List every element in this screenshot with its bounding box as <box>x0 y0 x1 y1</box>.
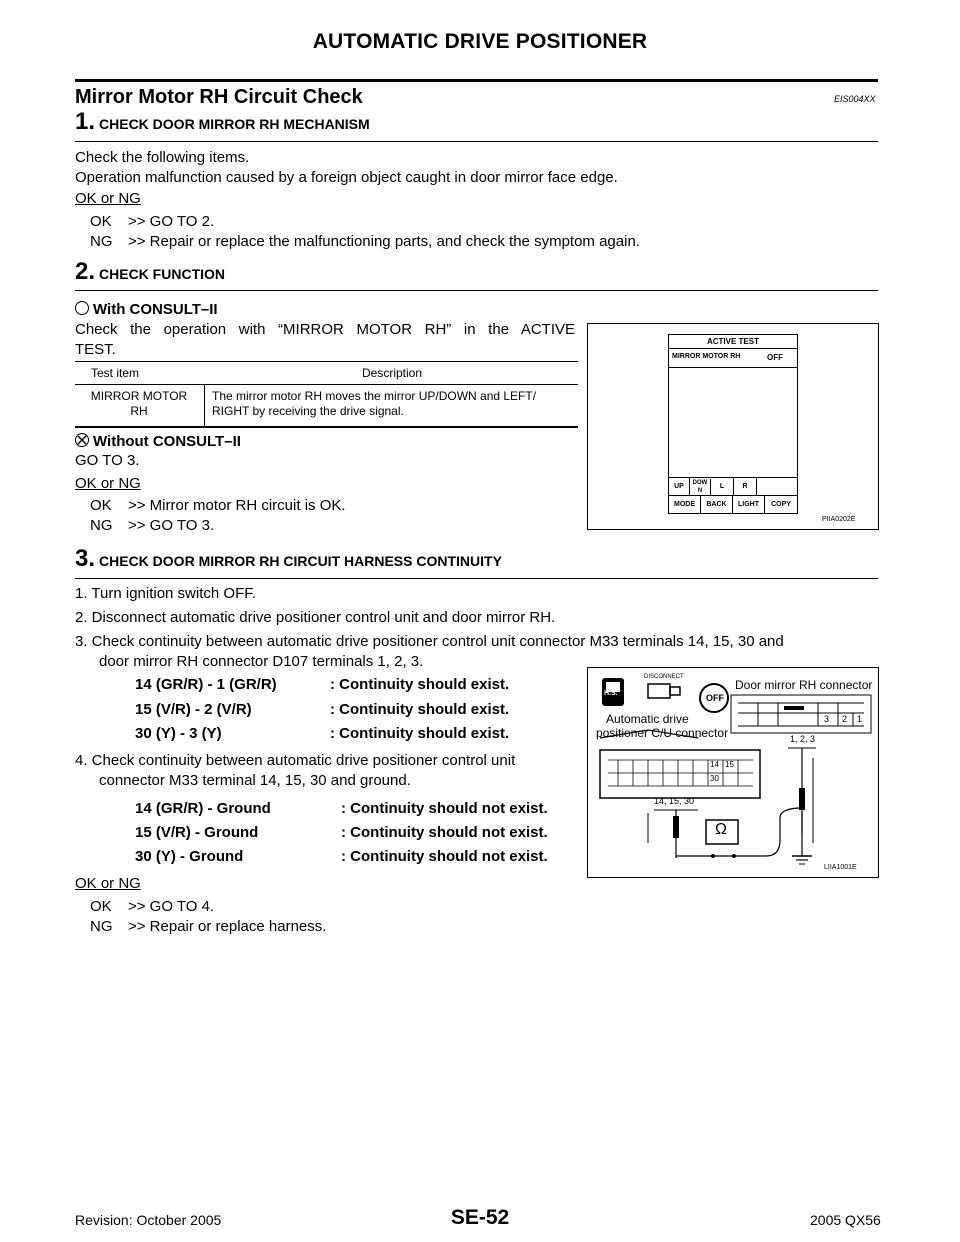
step-3-item-4-cont: connector M33 terminal 14, 15, 30 and ground. <box>99 772 411 789</box>
cont-1-a: 14 (GR/R) - 1 (GR/R) <box>135 676 277 693</box>
page-header-title: AUTOMATIC DRIVE POSITIONER <box>312 30 648 53</box>
btn-left[interactable]: L <box>711 478 734 496</box>
step-1-heading <box>75 108 370 136</box>
consult-screen <box>668 334 798 514</box>
table-bottom-rule <box>75 426 578 428</box>
btn-right[interactable]: R <box>734 478 757 496</box>
label-1-2-3: 1, 2, 3 <box>790 734 816 744</box>
step-2-title: CHECK FUNCTION <box>99 266 226 282</box>
button-row-2 <box>669 495 797 514</box>
step-3-item-3: 3. Check continuity between automatic drive positioner control unit connector M33 terminals 14, 15, 30 and <box>75 633 784 650</box>
step-1-result-ok: OK >> GO TO 2. <box>90 213 215 230</box>
auto-connector-label-2: positioner C/U connector <box>596 726 729 740</box>
label-14-15-30: 14, 15, 30 <box>654 796 695 806</box>
step-3-heading <box>75 545 502 573</box>
btn-up[interactable]: UP <box>669 478 690 496</box>
disconnect-label: DISCONNECT <box>644 674 684 680</box>
footer-page-number: SE-52 <box>450 1206 510 1229</box>
step-2-rule <box>75 290 878 291</box>
step-2-ok-ng: OK or NG <box>75 475 141 492</box>
active-test-item: MIRROR MOTOR RH <box>672 353 741 360</box>
table-header-rule <box>75 384 578 385</box>
step-3-item-4: 4. Check continuity between automatic drive positioner control unit <box>75 752 516 769</box>
table-cell-desc-1: The mirror motor RH moves the mirror UP/DOWN and LEFT/ <box>212 389 537 403</box>
no-consult-icon <box>75 433 89 447</box>
btn-back[interactable]: BACK <box>701 496 733 514</box>
table-header-desc: Description <box>362 366 423 380</box>
gnd-1-a: 14 (GR/R) - Ground <box>135 800 271 817</box>
btn-mode[interactable]: MODE <box>669 496 701 514</box>
figure-2-code: LIIA1001E <box>824 864 857 871</box>
section-title: Mirror Motor RH Circuit Check <box>75 86 363 108</box>
step-2-heading <box>75 258 225 286</box>
footer-revision: Revision: October 2005 <box>75 1212 222 1228</box>
active-test-figure <box>587 323 879 530</box>
table-cell-item-1: MIRROR MOTOR <box>90 389 188 403</box>
pin-3: 3 <box>824 714 830 724</box>
step-3-number: 3. <box>75 545 96 572</box>
pin-14: 14 <box>710 760 719 769</box>
active-test-item-row <box>669 349 797 368</box>
step-3-title: CHECK DOOR MIRROR RH CIRCUIT HARNESS CONTINUITY <box>99 553 502 569</box>
step-3-result-ng: NG >> Repair or replace harness. <box>90 918 327 935</box>
cont-2-b: : Continuity should exist. <box>330 701 510 718</box>
step-1-ok-ng: OK or NG <box>75 190 141 207</box>
continuity-diagram-svg <box>588 668 878 877</box>
active-test-heading: ACTIVE TEST <box>669 335 797 349</box>
step-2-result-ng: NG >> GO TO 3. <box>90 517 215 534</box>
with-consult-text-2: TEST. <box>75 341 116 358</box>
pin-30: 30 <box>710 774 719 783</box>
step-2-number: 2. <box>75 258 96 285</box>
without-consult-text: GO TO 3. <box>75 452 140 469</box>
btn-light[interactable]: LIGHT <box>733 496 765 514</box>
footer-model: 2005 QX56 <box>810 1212 881 1228</box>
button-row-1 <box>669 477 797 496</box>
step-2-result-ok: OK >> Mirror motor RH circuit is OK. <box>90 497 346 514</box>
with-consult-text-1: Check the operation with “MIRROR MOTOR RH” in the ACTIVE <box>75 321 575 338</box>
figure-1-code: PIIA0202E <box>822 516 856 523</box>
gnd-2-a: 15 (V/R) - Ground <box>135 824 259 841</box>
table-header-item: Test item <box>91 366 140 380</box>
cont-3-b: : Continuity should exist. <box>330 725 510 742</box>
pin-15: 15 <box>725 760 734 769</box>
step-1-title: CHECK DOOR MIRROR RH MECHANISM <box>99 116 370 132</box>
step-1-line-2: Operation malfunction caused by a foreign object caught in door mirror face edge. <box>75 169 618 186</box>
consult-icon <box>75 301 89 315</box>
pin-1: 1 <box>857 714 863 724</box>
gnd-1-b: : Continuity should not exist. <box>341 800 548 817</box>
btn-down[interactable]: DOW N <box>690 479 711 496</box>
step-3-item-1: 1. Turn ignition switch OFF. <box>75 585 256 602</box>
gnd-3-b: : Continuity should not exist. <box>341 848 548 865</box>
without-consult-label: Without CONSULT–II <box>75 432 241 452</box>
key-off-label: OFF <box>706 693 724 703</box>
gnd-2-b: : Continuity should not exist. <box>341 824 548 841</box>
with-consult-label: With CONSULT–II <box>75 300 218 320</box>
step-1-number: 1. <box>75 108 96 135</box>
pin-2: 2 <box>842 714 848 724</box>
table-top-rule <box>75 361 578 362</box>
ohm-icon: Ω <box>715 821 727 838</box>
cont-2-a: 15 (V/R) - 2 (V/R) <box>135 701 252 718</box>
auto-connector-label-1: Automatic drive <box>606 712 689 726</box>
active-test-value: OFF <box>767 353 783 362</box>
hs-badge: H.S. <box>604 690 618 697</box>
table-cell-desc-2: RIGHT by receiving the drive signal. <box>212 404 404 418</box>
section-code: EIS004XX <box>834 94 876 104</box>
step-3-rule <box>75 578 878 579</box>
header-rule <box>75 79 878 82</box>
step-1-result-ng: NG >> Repair or replace the malfunctioning parts, and check the symptom again. <box>90 233 640 250</box>
step-3-item-3-cont: door mirror RH connector D107 terminals 1, 2, 3. <box>99 653 424 670</box>
cont-3-a: 30 (Y) - 3 (Y) <box>135 725 222 742</box>
btn-copy[interactable]: COPY <box>771 501 791 508</box>
step-3-item-2: 2. Disconnect automatic drive positioner control unit and door mirror RH. <box>75 609 556 626</box>
cont-1-b: : Continuity should exist. <box>330 676 510 693</box>
step-3-result-ok: OK >> GO TO 4. <box>90 898 215 915</box>
table-cell-item-2: RH <box>130 404 148 418</box>
continuity-diagram <box>587 667 879 878</box>
step-1-line-1: Check the following items. <box>75 149 250 166</box>
step-3-ok-ng: OK or NG <box>75 875 141 892</box>
step-1-rule <box>75 141 878 142</box>
door-connector-label: Door mirror RH connector <box>735 678 873 692</box>
table-col-divider <box>204 384 205 426</box>
gnd-3-a: 30 (Y) - Ground <box>135 848 244 865</box>
